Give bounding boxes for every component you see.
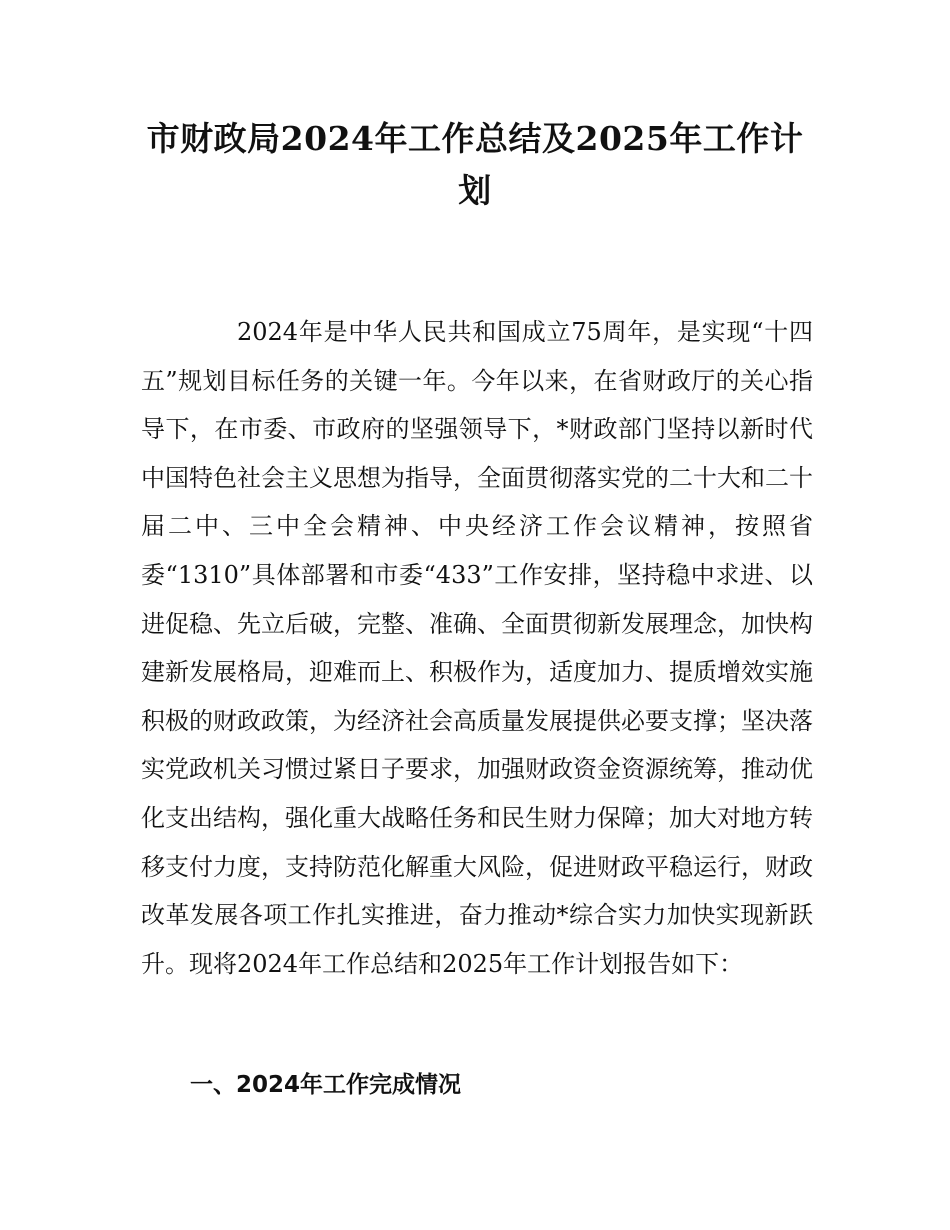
document-title: 市财政局2024年工作总结及2025年工作计划 xyxy=(146,119,804,210)
intro-paragraph: 2024年是中华人民共和国成立75周年，是实现“十四五”规划目标任务的关键一年。今年以来，在省财政厅的关心指导下，在市委、市政府的坚强领导下，*财政部门坚持以新时代中国特色社会主义思想为指导，全面贯彻落实党的二十大和二十届二中、三中全会精神、中央经济工作会议精神，按照省委“1310”具体部署和市委“433”工作安排，坚持稳中求进、以进促稳、先立后破，完整、准确、全面贯彻新发展理念，加快构建新发展格局，迎难而上、积极作为，适度加力、提质增效实施积极的财政政策，为经济社会高质量发展提供必要支撑；坚决落实党政机关习惯过紧日子要求，加强财政资金资源统筹，推动优化支出结构，强化重大战略任务和民生财力保障；加大对地方转移支付力度，支持防范化解重大风险，促进财政平稳运行，财政改革发展各项工作扎实推进，奋力推动*综合实力加快实现新跃升。现将2024年工作总结和2025年工作计划报告如下： xyxy=(141,318,813,978)
section-heading-work-completion: 一、2024年工作完成情况 xyxy=(190,1072,462,1098)
